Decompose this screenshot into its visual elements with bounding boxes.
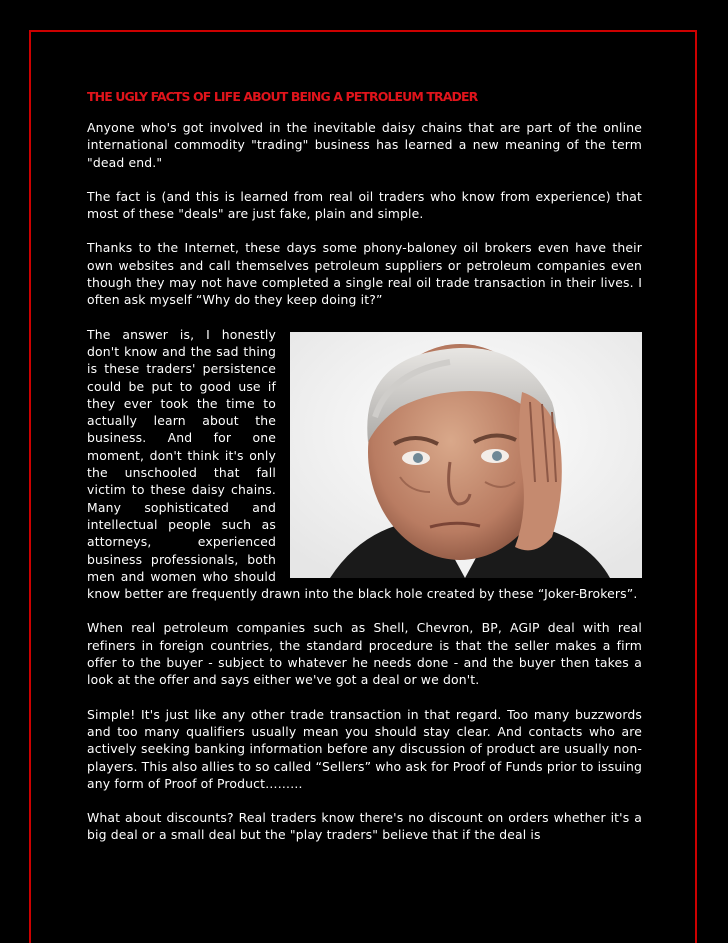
paragraph-6: Simple! It's just like any other trade transaction in that regard. Too many buzzwords and too many qualifiers usually mean you should stay clear. And contacts who are actively seeking banking information before any discussion of product are usually non-players. This also allies to so called “Sellers” who ask for Proof of Funds prior to issuing any form of Proof of Product………: [87, 706, 642, 791]
paragraph-2: The fact is (and this is learned from real oil traders who know from experience) that most of these "deals" are just fake, plain and simple.: [87, 188, 642, 222]
paragraph-7: What about discounts? Real traders know there's no discount on orders whether it's a big deal or a small deal but the "play traders" believe that if the deal is: [87, 810, 642, 843]
paragraph-4-text: The answer is, I honestly don't know and the sad thing is these traders' persistence could be put to good use if they ever took the time to actually learn about the business. And for one moment, don't think it's only the unschooled that fall victim to these daisy chains. Many sophisticated and intellectual people such as attorneys, experienced business professionals, both men and women who should know better are frequently drawn into the black hole created by these “Joker-Brokers”.: [87, 326, 638, 602]
article: [87, 88, 642, 861]
paragraph-1: Anyone who's got involved in the inevitable daisy chains that are part of the online international commodity "trading" business has learned a new meaning of the term "dead end.": [87, 120, 642, 170]
paragraph-3: Thanks to the Internet, these days some phony-baloney oil brokers even have their own websites and call themselves petroleum suppliers or petroleum companies even though they may not have completed a single real oil trade transaction in their lives. I often ask myself “Why do they keep doing it?”: [87, 240, 642, 308]
man-portrait-photo: [290, 332, 642, 578]
article-title: THE UGLY FACTS OF LIFE ABOUT BEING A PETROLEUM TRADER: [87, 89, 478, 104]
paragraph-5: When real petroleum companies such as Shell, Chevron, BP, AGIP deal with real refiners in foreign countries, the standard procedure is that the seller makes a firm offer to the buyer - subject to whatever he needs done - and the buyer then takes a look at the offer and says either we've got a deal or we don't.: [87, 620, 642, 688]
paragraph-4: [87, 326, 642, 603]
